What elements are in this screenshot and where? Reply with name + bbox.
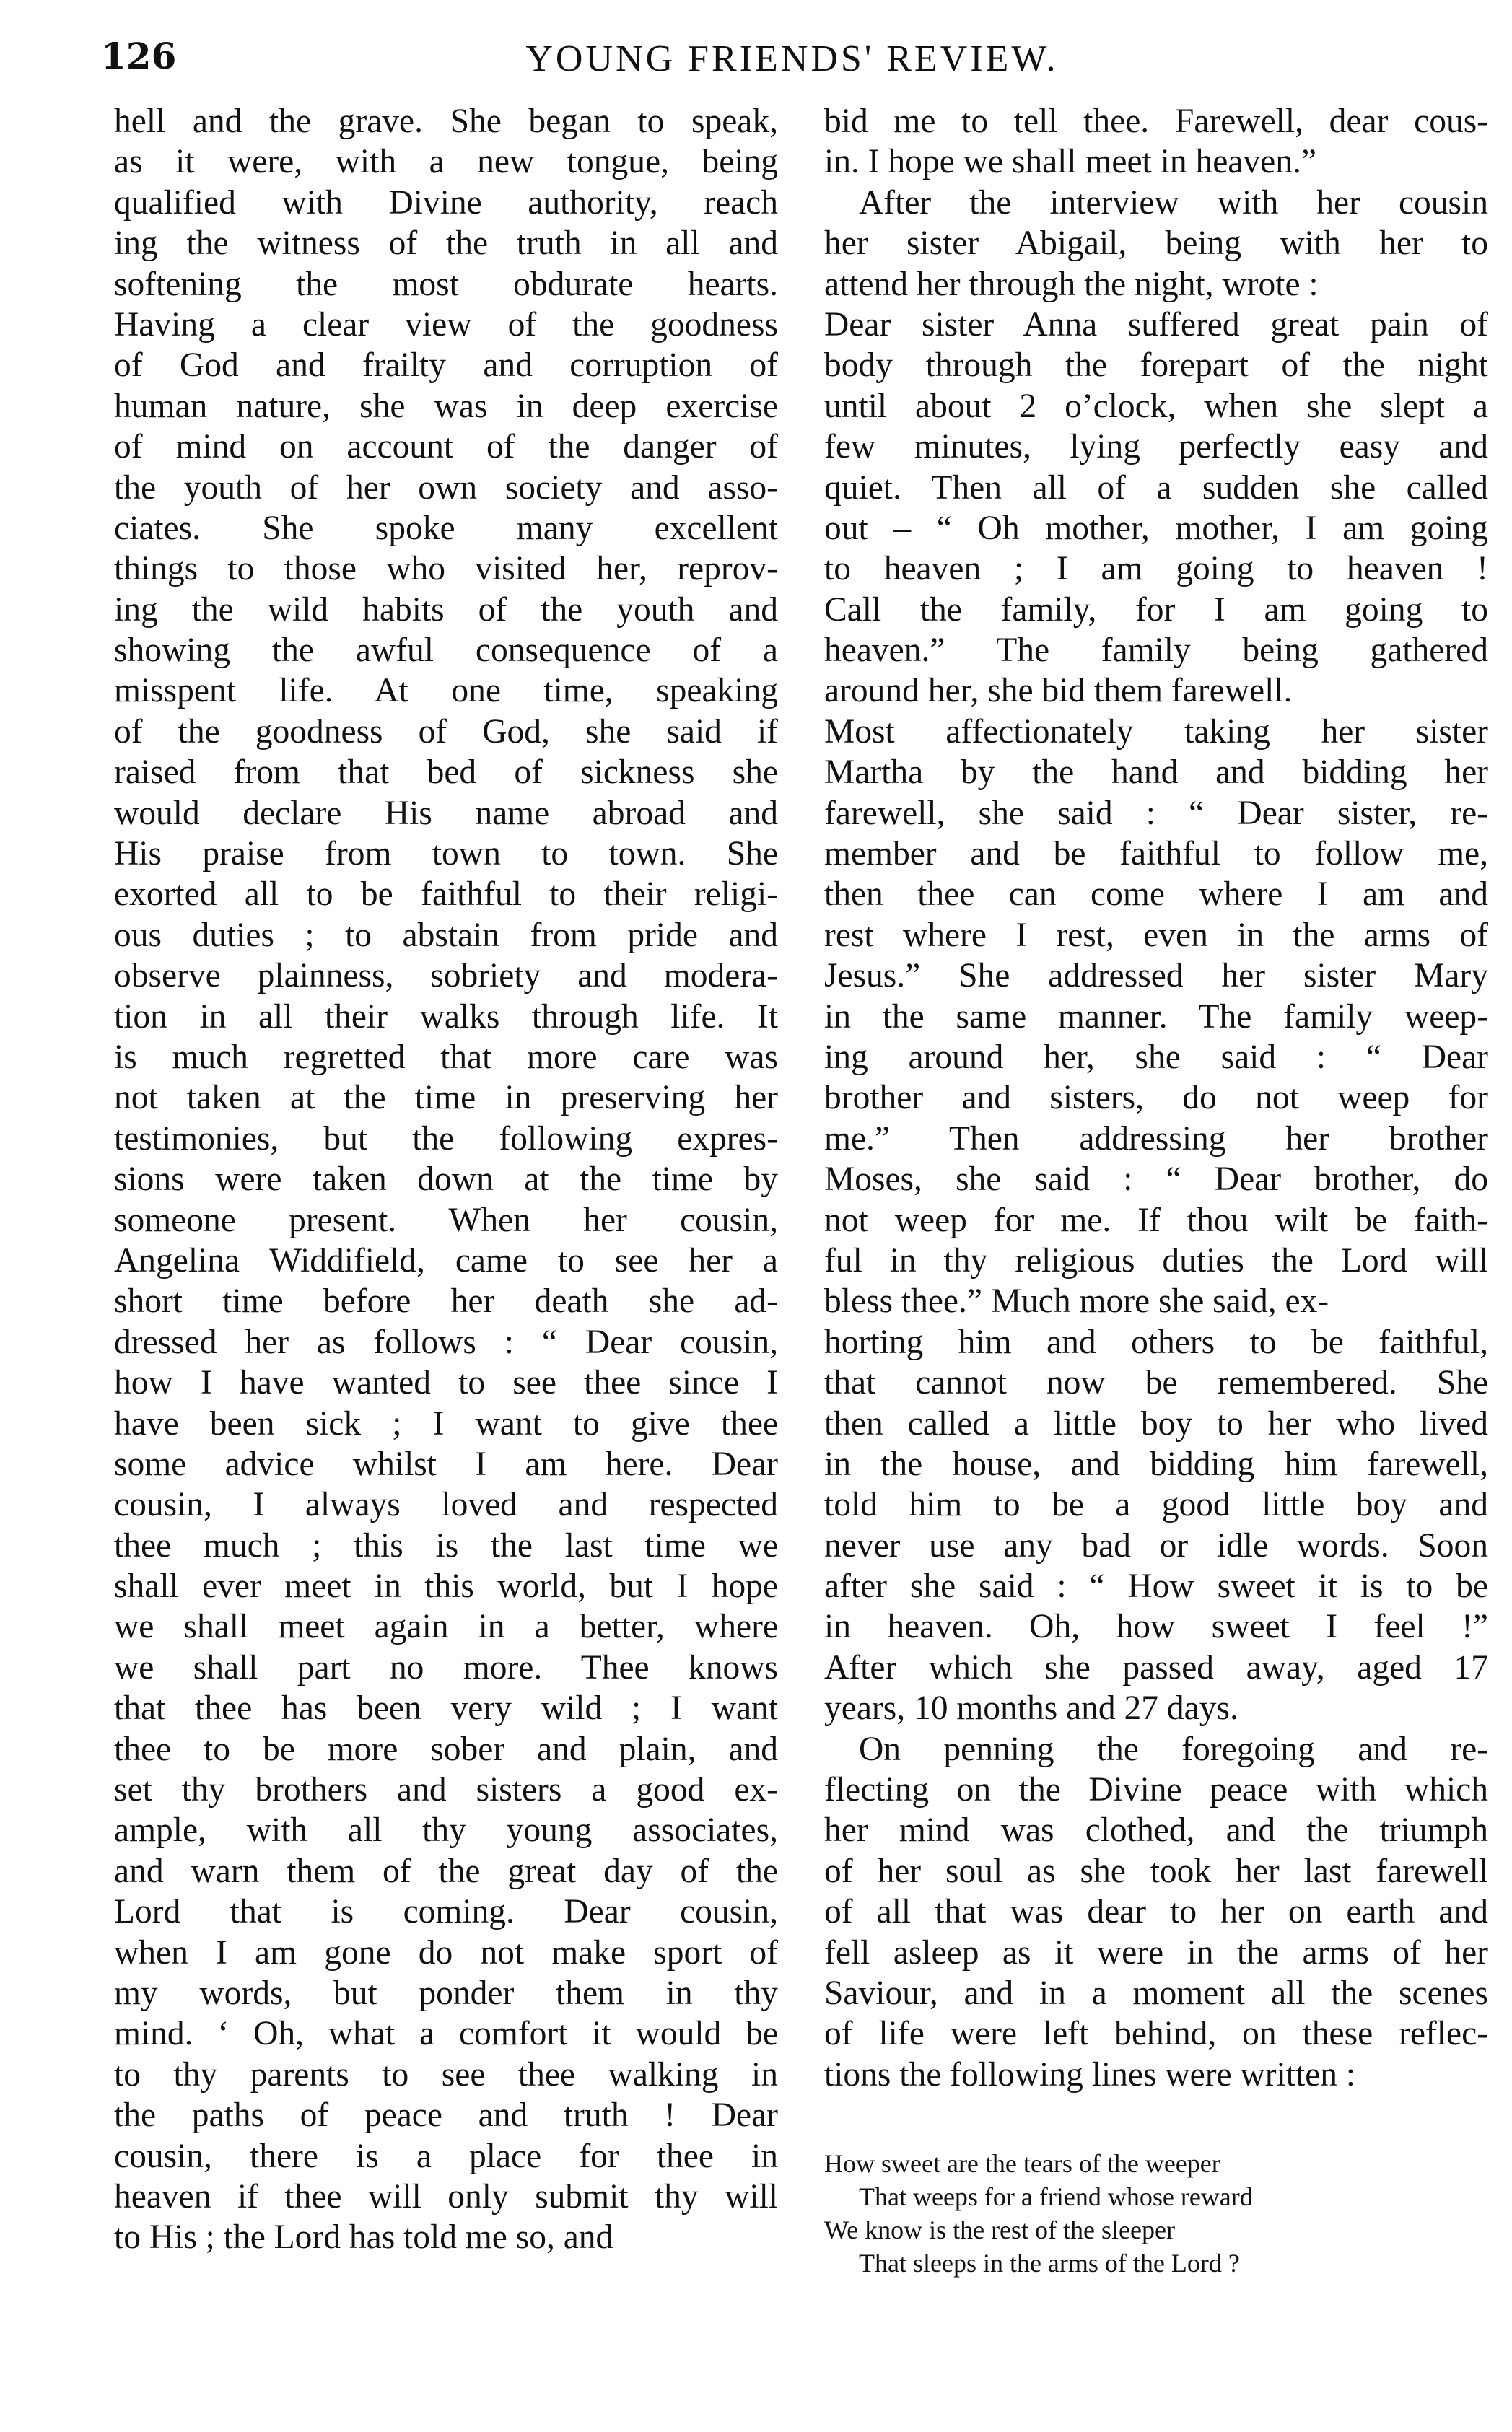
right-column bbox=[824, 101, 1488, 2095]
text-line: mind. ‘ Oh, what a comfort it would be bbox=[114, 2015, 778, 2053]
text-line: quiet. Then all of a sudden she called bbox=[824, 468, 1488, 507]
text-line: softening the most obdurate hearts. bbox=[114, 265, 778, 303]
poem-line: That sleeps in the arms of the Lord ? bbox=[859, 2249, 1240, 2278]
text-line: in the same manner. The family weep- bbox=[824, 997, 1488, 1036]
text-line: as it were, with a new tongue, being bbox=[114, 143, 778, 181]
text-line: dressed her as follows : “ Dear cousin, bbox=[114, 1323, 778, 1361]
text-line: her sister Abigail, being with her to bbox=[824, 224, 1488, 263]
text-line: ing around her, she said : “ Dear bbox=[824, 1038, 1488, 1076]
text-line: of God and frailty and corruption of bbox=[114, 346, 778, 385]
text-line: set thy brothers and sisters a good ex- bbox=[114, 1771, 778, 1809]
text-line: tion in all their walks through life. It bbox=[114, 997, 778, 1036]
text-line: Angelina Widdifield, came to see her a bbox=[114, 1241, 778, 1280]
text-line: when I am gone do not make sport of bbox=[114, 1933, 778, 1972]
poem-line: We know is the rest of the sleeper bbox=[824, 2216, 1175, 2244]
text-line: On penning the foregoing and re- bbox=[859, 1730, 1488, 1768]
text-line: have been sick ; I want to give thee bbox=[114, 1404, 778, 1443]
text-line: after she said : “ How sweet it is to be bbox=[824, 1567, 1488, 1606]
text-line: then thee can come where I am and bbox=[824, 875, 1488, 914]
text-line: Having a clear view of the goodness bbox=[114, 305, 778, 344]
text-line: cousin, I always loved and respected bbox=[114, 1486, 778, 1524]
text-line: of life were left behind, on these reflec- bbox=[824, 2015, 1488, 2053]
text-line: shall ever meet in this world, but I hope bbox=[114, 1567, 778, 1606]
text-line: observe plainness, sobriety and modera- bbox=[114, 957, 778, 995]
text-line: how I have wanted to see thee since I bbox=[114, 1364, 778, 1402]
text-line: Martha by the hand and bidding her bbox=[824, 753, 1488, 792]
text-line: attend her through the night, wrote : bbox=[824, 265, 1319, 303]
text-line: would declare His name abroad and bbox=[114, 794, 778, 832]
text-line: my words, but ponder them in thy bbox=[114, 1974, 778, 2012]
text-line: few minutes, lying perfectly easy and bbox=[824, 428, 1488, 466]
text-line: never use any bad or idle words. Soon bbox=[824, 1526, 1488, 1565]
text-line: to His ; the Lord has told me so, and bbox=[114, 2218, 613, 2257]
text-line: things to those who visited her, reprov- bbox=[114, 550, 778, 588]
text-line: to heaven ; I am going to heaven ! bbox=[824, 550, 1488, 588]
text-line: of all that was dear to her on earth and bbox=[824, 1893, 1488, 1931]
text-line: short time before her death she ad- bbox=[114, 1282, 778, 1321]
left-column bbox=[114, 101, 778, 2258]
text-line: rest where I rest, even in the arms of bbox=[824, 916, 1488, 954]
text-line: to thy parents to see thee walking in bbox=[114, 2055, 778, 2094]
text-line: Moses, she said : “ Dear brother, do bbox=[824, 1160, 1488, 1199]
text-line: Call the family, for I am going to bbox=[824, 590, 1488, 629]
text-line: horting him and others to be faithful, bbox=[824, 1323, 1488, 1361]
text-line: out – “ Oh mother, mother, I am going bbox=[824, 509, 1488, 547]
text-line: in heaven. Oh, how sweet I feel !” bbox=[824, 1608, 1488, 1646]
text-line: ing the witness of the truth in all and bbox=[114, 224, 778, 263]
text-line: ciates. She spoke many excellent bbox=[114, 509, 778, 547]
text-line: member and be faithful to follow me, bbox=[824, 835, 1488, 873]
text-line: that thee has been very wild ; I want bbox=[114, 1689, 778, 1728]
text-line: years, 10 months and 27 days. bbox=[824, 1689, 1238, 1728]
text-line: Saviour, and in a moment all the scenes bbox=[824, 1974, 1488, 2012]
text-line: hell and the grave. She began to speak, bbox=[114, 102, 778, 140]
text-line: the paths of peace and truth ! Dear bbox=[114, 2096, 778, 2135]
text-line: of her soul as she took her last farewell bbox=[824, 1852, 1488, 1890]
text-line: some advice whilst I am here. Dear bbox=[114, 1445, 778, 1483]
text-line: bless thee.” Much more she said, ex- bbox=[824, 1282, 1329, 1321]
text-line: After the interview with her cousin bbox=[859, 183, 1488, 222]
text-line: fell asleep as it were in the arms of her bbox=[824, 1933, 1488, 1972]
text-line: Dear sister Anna suffered great pain of bbox=[824, 305, 1488, 344]
text-line: of the goodness of God, she said if bbox=[114, 712, 778, 751]
text-line: thee to be more sober and plain, and bbox=[114, 1730, 778, 1768]
text-line: around her, she bid them farewell. bbox=[824, 672, 1293, 710]
text-line: not taken at the time in preserving her bbox=[114, 1079, 778, 1117]
text-line: her mind was clothed, and the triumph bbox=[824, 1811, 1488, 1850]
text-line: tions the following lines were written : bbox=[824, 2055, 1356, 2094]
text-line: ous duties ; to abstain from pride and bbox=[114, 916, 778, 954]
poem-line: That weeps for a friend whose reward bbox=[859, 2182, 1253, 2211]
text-line: not weep for me. If thou wilt be faith- bbox=[824, 1201, 1488, 1239]
text-line: we shall part no more. Thee knows bbox=[114, 1648, 778, 1687]
text-line: raised from that bed of sickness she bbox=[114, 753, 778, 792]
text-line: After which she passed away, aged 17 bbox=[824, 1648, 1488, 1687]
text-line: the youth of her own society and asso- bbox=[114, 468, 778, 507]
poem-line: How sweet are the tears of the weeper bbox=[824, 2149, 1220, 2178]
text-line: brother and sisters, do not weep for bbox=[824, 1079, 1488, 1117]
text-line: body through the forepart of the night bbox=[824, 346, 1488, 385]
page-number: 126 bbox=[101, 35, 177, 77]
text-line: told him to be a good little boy and bbox=[824, 1486, 1488, 1524]
text-line: then called a little boy to her who lived bbox=[824, 1404, 1488, 1443]
text-line: of mind on account of the danger of bbox=[114, 428, 778, 466]
text-line: someone present. When her cousin, bbox=[114, 1201, 778, 1239]
text-line: heaven if thee will only submit thy will bbox=[114, 2177, 778, 2216]
text-line: until about 2 o’clock, when she slept a bbox=[824, 387, 1488, 425]
text-line: human nature, she was in deep exercise bbox=[114, 387, 778, 425]
text-line: ful in thy religious duties the Lord will bbox=[824, 1241, 1488, 1280]
text-line: cousin, there is a place for thee in bbox=[114, 2137, 778, 2175]
text-line: ample, with all thy young associates, bbox=[114, 1811, 778, 1850]
running-title: YOUNG FRIENDS' REVIEW. bbox=[525, 38, 1059, 79]
text-line: flecting on the Divine peace with which bbox=[824, 1771, 1488, 1809]
text-line: that cannot now be remembered. She bbox=[824, 1364, 1488, 1402]
text-line: showing the awful consequence of a bbox=[114, 631, 778, 670]
text-line: farewell, she said : “ Dear sister, re- bbox=[824, 794, 1488, 832]
text-line: qualified with Divine authority, reach bbox=[114, 183, 778, 222]
text-line: we shall meet again in a better, where bbox=[114, 1608, 778, 1646]
text-line: His praise from town to town. She bbox=[114, 835, 778, 873]
text-line: Lord that is coming. Dear cousin, bbox=[114, 1893, 778, 1931]
text-line: testimonies, but the following expres- bbox=[114, 1119, 778, 1158]
text-line: Jesus.” She addressed her sister Mary bbox=[824, 957, 1488, 995]
text-line: me.” Then addressing her brother bbox=[824, 1119, 1488, 1158]
text-line: is much regretted that more care was bbox=[114, 1038, 778, 1076]
text-line: bid me to tell thee. Farewell, dear cous- bbox=[824, 102, 1488, 140]
text-line: exorted all to be faithful to their religi- bbox=[114, 875, 778, 914]
text-line: and warn them of the great day of the bbox=[114, 1852, 778, 1890]
text-line: in the house, and bidding him farewell, bbox=[824, 1445, 1488, 1483]
text-line: ing the wild habits of the youth and bbox=[114, 590, 778, 629]
text-line: in. I hope we shall meet in heaven.” bbox=[824, 143, 1316, 181]
text-line: misspent life. At one time, speaking bbox=[114, 672, 778, 710]
page-header bbox=[101, 29, 1483, 94]
text-line: thee much ; this is the last time we bbox=[114, 1526, 778, 1565]
text-line: Most affectionately taking her sister bbox=[824, 712, 1488, 751]
poem-stanza bbox=[824, 2147, 1488, 2280]
text-line: heaven.” The family being gathered bbox=[824, 631, 1488, 670]
text-line: sions were taken down at the time by bbox=[114, 1160, 778, 1199]
